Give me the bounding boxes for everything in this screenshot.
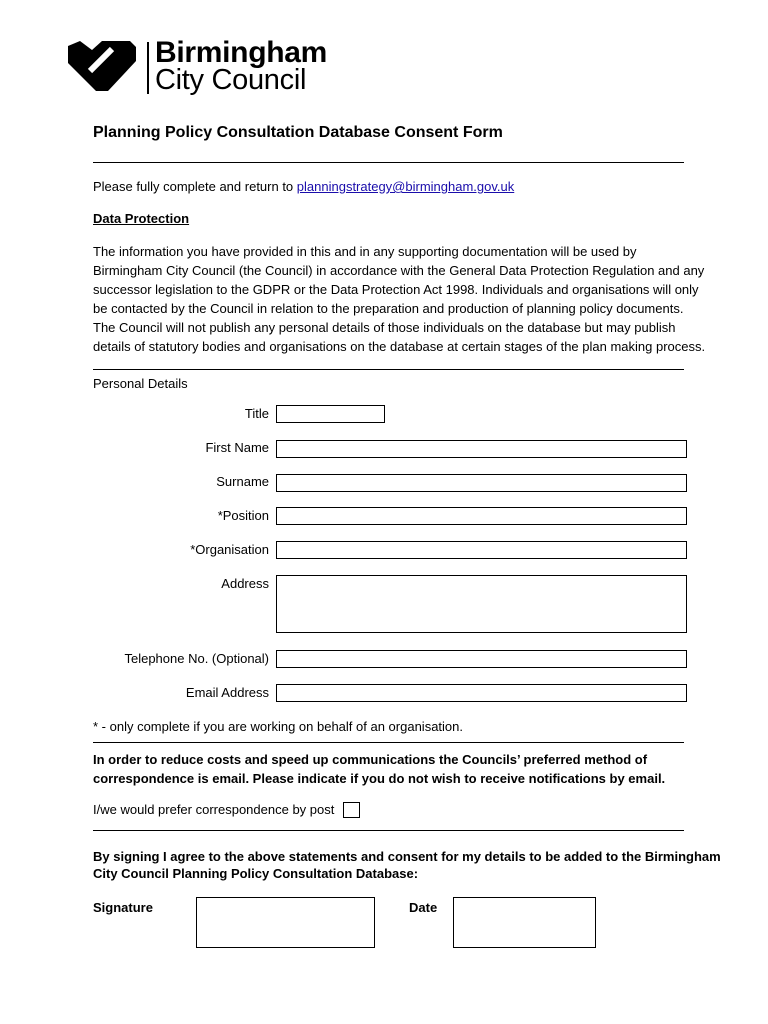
paragraph-line: Birmingham City Council (the Council) in accordance with the General Data Protection Regulation and any (93, 263, 705, 278)
email-link[interactable]: planningstrategy@birmingham.gov.uk (296, 179, 515, 194)
date-label: Date (409, 900, 438, 915)
organisation-input[interactable] (276, 541, 687, 559)
divider (93, 369, 684, 370)
divider (93, 742, 684, 743)
position-label: *Position (217, 508, 269, 523)
correspondence-text-line2: correspondence is email. Please indicate if you do not wish to receive notifications by email. (93, 771, 666, 786)
divider (93, 830, 684, 831)
position-input[interactable] (276, 507, 687, 525)
paragraph-line: successor legislation to the GDPR or the Data Protection Act 1998. Individuals and organisations will only (93, 282, 699, 297)
council-logo-mark-icon (68, 41, 136, 91)
first-name-input[interactable] (276, 440, 687, 458)
return-instruction (93, 177, 514, 196)
title-label: Title (244, 406, 269, 421)
correspondence-text-line1: In order to reduce costs and speed up communications the Councils’ preferred method of (93, 752, 648, 767)
post-preference-label: I/we would prefer correspondence by post (93, 802, 335, 817)
logo-text-line2: City Council (155, 64, 307, 96)
paragraph-line: The information you have provided in this and in any supporting documentation will be used by (93, 244, 637, 259)
telephone-input[interactable] (276, 650, 687, 668)
paragraph-line: The Council will not publish any personal details of those individuals on the database but may publish (93, 320, 676, 335)
signature-label: Signature (93, 900, 153, 915)
signature-input[interactable] (196, 897, 375, 948)
consent-text-line1: By signing I agree to the above statements and consent for my details to be added to the Birmingham (93, 849, 721, 864)
address-label: Address (221, 576, 269, 591)
date-input[interactable] (453, 897, 596, 948)
divider (93, 162, 684, 163)
surname-label: Surname (216, 474, 269, 489)
paragraph-line: be contacted by the Council in relation to the preparation and production of planning policy documents. (93, 301, 684, 316)
data-protection-heading: Data Protection (93, 211, 190, 226)
email-input[interactable] (276, 684, 687, 702)
first-name-label: First Name (205, 440, 269, 455)
organisation-label: *Organisation (190, 542, 269, 557)
title-input[interactable] (276, 405, 385, 423)
email-label: Email Address (185, 685, 269, 700)
data-protection-paragraph (93, 242, 718, 356)
paragraph-line: details of statutory bodies and organisations on the database at certain stages of the plan making process. (93, 339, 706, 354)
page-title: Planning Policy Consultation Database Consent Form (93, 124, 503, 141)
post-preference-checkbox[interactable] (343, 802, 360, 818)
personal-details-heading: Personal Details (93, 376, 188, 391)
surname-input[interactable] (276, 474, 687, 492)
return-instruction-text: Please fully complete and return to (93, 179, 297, 194)
address-input[interactable] (276, 575, 687, 633)
logo-text-line1: Birmingham (155, 36, 328, 69)
logo-divider (147, 42, 149, 94)
consent-text-line2: City Council Planning Policy Consultation Database: (93, 866, 419, 881)
organisation-note: * - only complete if you are working on behalf of an organisation. (93, 719, 463, 734)
telephone-label: Telephone No. (Optional) (124, 651, 269, 666)
